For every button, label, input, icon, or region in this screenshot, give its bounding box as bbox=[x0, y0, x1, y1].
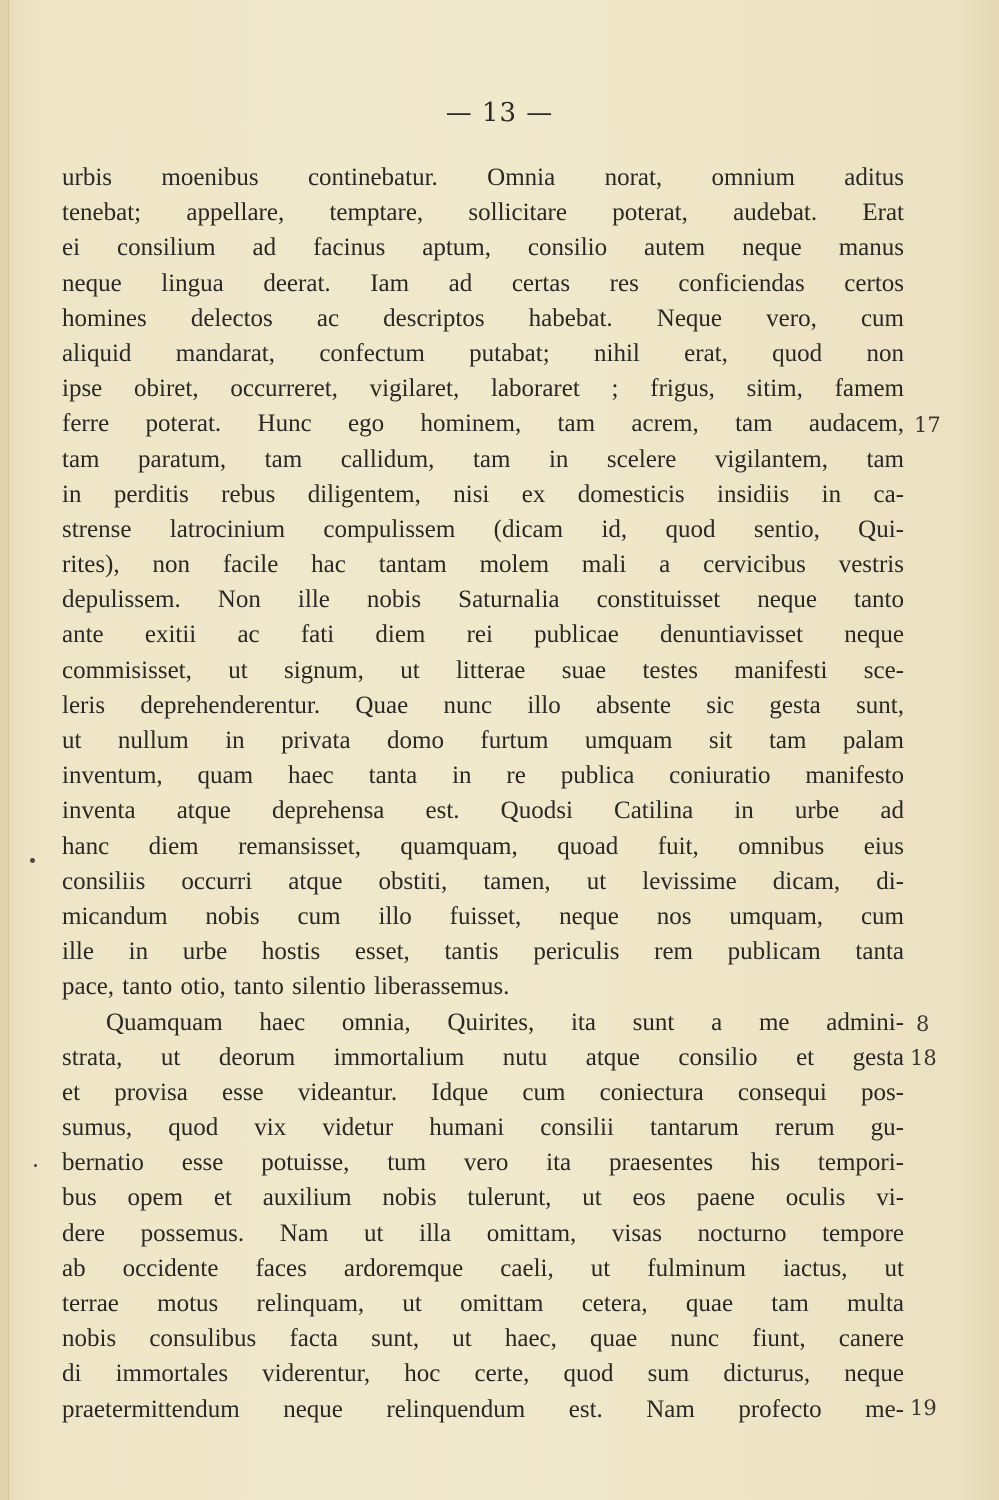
binding-edge bbox=[0, 0, 9, 1500]
text-line: bernatio esse potuisse, tum vero ita praesentes his tempori- bbox=[62, 1149, 904, 1177]
text-line: homines delectos ac descriptos habebat. Neque vero, cum bbox=[62, 304, 904, 332]
text-line: commisisset, ut signum, ut litterae suae testes manifesti sce- bbox=[62, 656, 904, 684]
text-line: neque lingua deerat. Iam ad certas res conficiendas certos bbox=[62, 269, 904, 297]
text-line: consiliis occurri atque obstiti, tamen, ut levissime dicam, di- bbox=[62, 867, 904, 895]
text-line: et provisa esse videantur. Idque cum coniectura consequi pos- bbox=[62, 1078, 904, 1106]
text-line: urbis moenibus continebatur. Omnia norat, omnium aditus bbox=[62, 164, 904, 191]
text-line: tenebat; appellare, temptare, sollicitare poterat, audebat. Erat bbox=[62, 199, 904, 227]
text-line: strense latrocinium compulissem (dicam id, quod sentio, Qui- bbox=[62, 515, 904, 543]
ink-speck bbox=[34, 1164, 37, 1167]
text-line: inventa atque deprehensa est. Quodsi Catilina in urbe ad bbox=[62, 797, 904, 825]
text-line: ipse obiret, occurreret, vigilaret, laboraret ; frigus, sitim, famem bbox=[62, 375, 904, 403]
text-line: di immortales viderentur, hoc certe, quod sum dicturus, neque bbox=[62, 1360, 904, 1388]
text-line: ille in urbe hostis esset, tantis periculis rem publicam tanta bbox=[62, 938, 904, 966]
text-line: ut nullum in privata domo furtum umquam sit tam palam bbox=[62, 727, 904, 754]
text-line: leris deprehenderentur. Quae nunc illo absente sic gesta sunt, bbox=[62, 691, 904, 719]
margin-section-number: 19 bbox=[910, 1396, 937, 1420]
text-line: terrae motus relinquam, ut omittam cetera, quae tam multa bbox=[62, 1290, 904, 1317]
text-line: sumus, quod vix videtur humani consilii tantarum rerum gu- bbox=[62, 1114, 904, 1142]
text-line: micandum nobis cum illo fuisset, neque nos umquam, cum bbox=[62, 902, 904, 930]
text-line: ante exitii ac fati diem rei publicae denuntiavisset neque bbox=[62, 621, 904, 649]
text-line: praetermittendum neque relinquendum est. Nam profecto me- bbox=[62, 1395, 904, 1423]
text-line: depulissem. Non ille nobis Saturnalia constituisset neque tanto bbox=[62, 586, 904, 614]
text-line: hanc diem remansisset, quamquam, quoad fuit, omnibus eius bbox=[62, 832, 904, 860]
text-line: ferre poterat. Hunc ego hominem, tam acrem, tam audacem, bbox=[62, 410, 904, 438]
text-line: nobis consulibus facta sunt, ut haec, quae nunc fiunt, canere bbox=[62, 1325, 904, 1353]
margin-section-number: 8 bbox=[916, 1012, 930, 1036]
text-line: ei consilium ad facinus aptum, consilio autem neque manus bbox=[62, 234, 904, 262]
text-line: aliquid mandarat, confectum putabat; nihil erat, quod non bbox=[62, 339, 904, 367]
text-line: pace, tanto otio, tanto silentio liberassemus. bbox=[62, 973, 510, 1001]
text-line: strata, ut deorum immortalium nutu atque consilio et gesta bbox=[62, 1043, 904, 1071]
text-line: dere possemus. Nam ut illa omittam, visas nocturno tempore bbox=[62, 1219, 904, 1247]
ink-speck bbox=[30, 858, 35, 863]
margin-section-number: 17 bbox=[914, 413, 941, 437]
text-line: Quamquam haec omnia, Quirites, ita sunt a me admini- bbox=[106, 1008, 904, 1036]
body-text bbox=[62, 160, 904, 1427]
text-line: tam paratum, tam callidum, tam in scelere vigilantem, tam bbox=[62, 445, 904, 473]
text-line: rites), non facile hac tantam molem mali a cervicibus vestris bbox=[62, 551, 904, 579]
page-number: — 13 — bbox=[445, 98, 554, 128]
text-line: inventum, quam haec tanta in re publica coniuratio manifesto bbox=[62, 762, 904, 790]
text-line: in perditis rebus diligentem, nisi ex domesticis insidiis in ca- bbox=[62, 480, 904, 508]
margin-section-number: 18 bbox=[910, 1046, 937, 1070]
text-line: ab occidente faces ardoremque caeli, ut fulminum iactus, ut bbox=[62, 1254, 904, 1282]
text-line: bus opem et auxilium nobis tulerunt, ut eos paene oculis vi- bbox=[62, 1184, 904, 1212]
